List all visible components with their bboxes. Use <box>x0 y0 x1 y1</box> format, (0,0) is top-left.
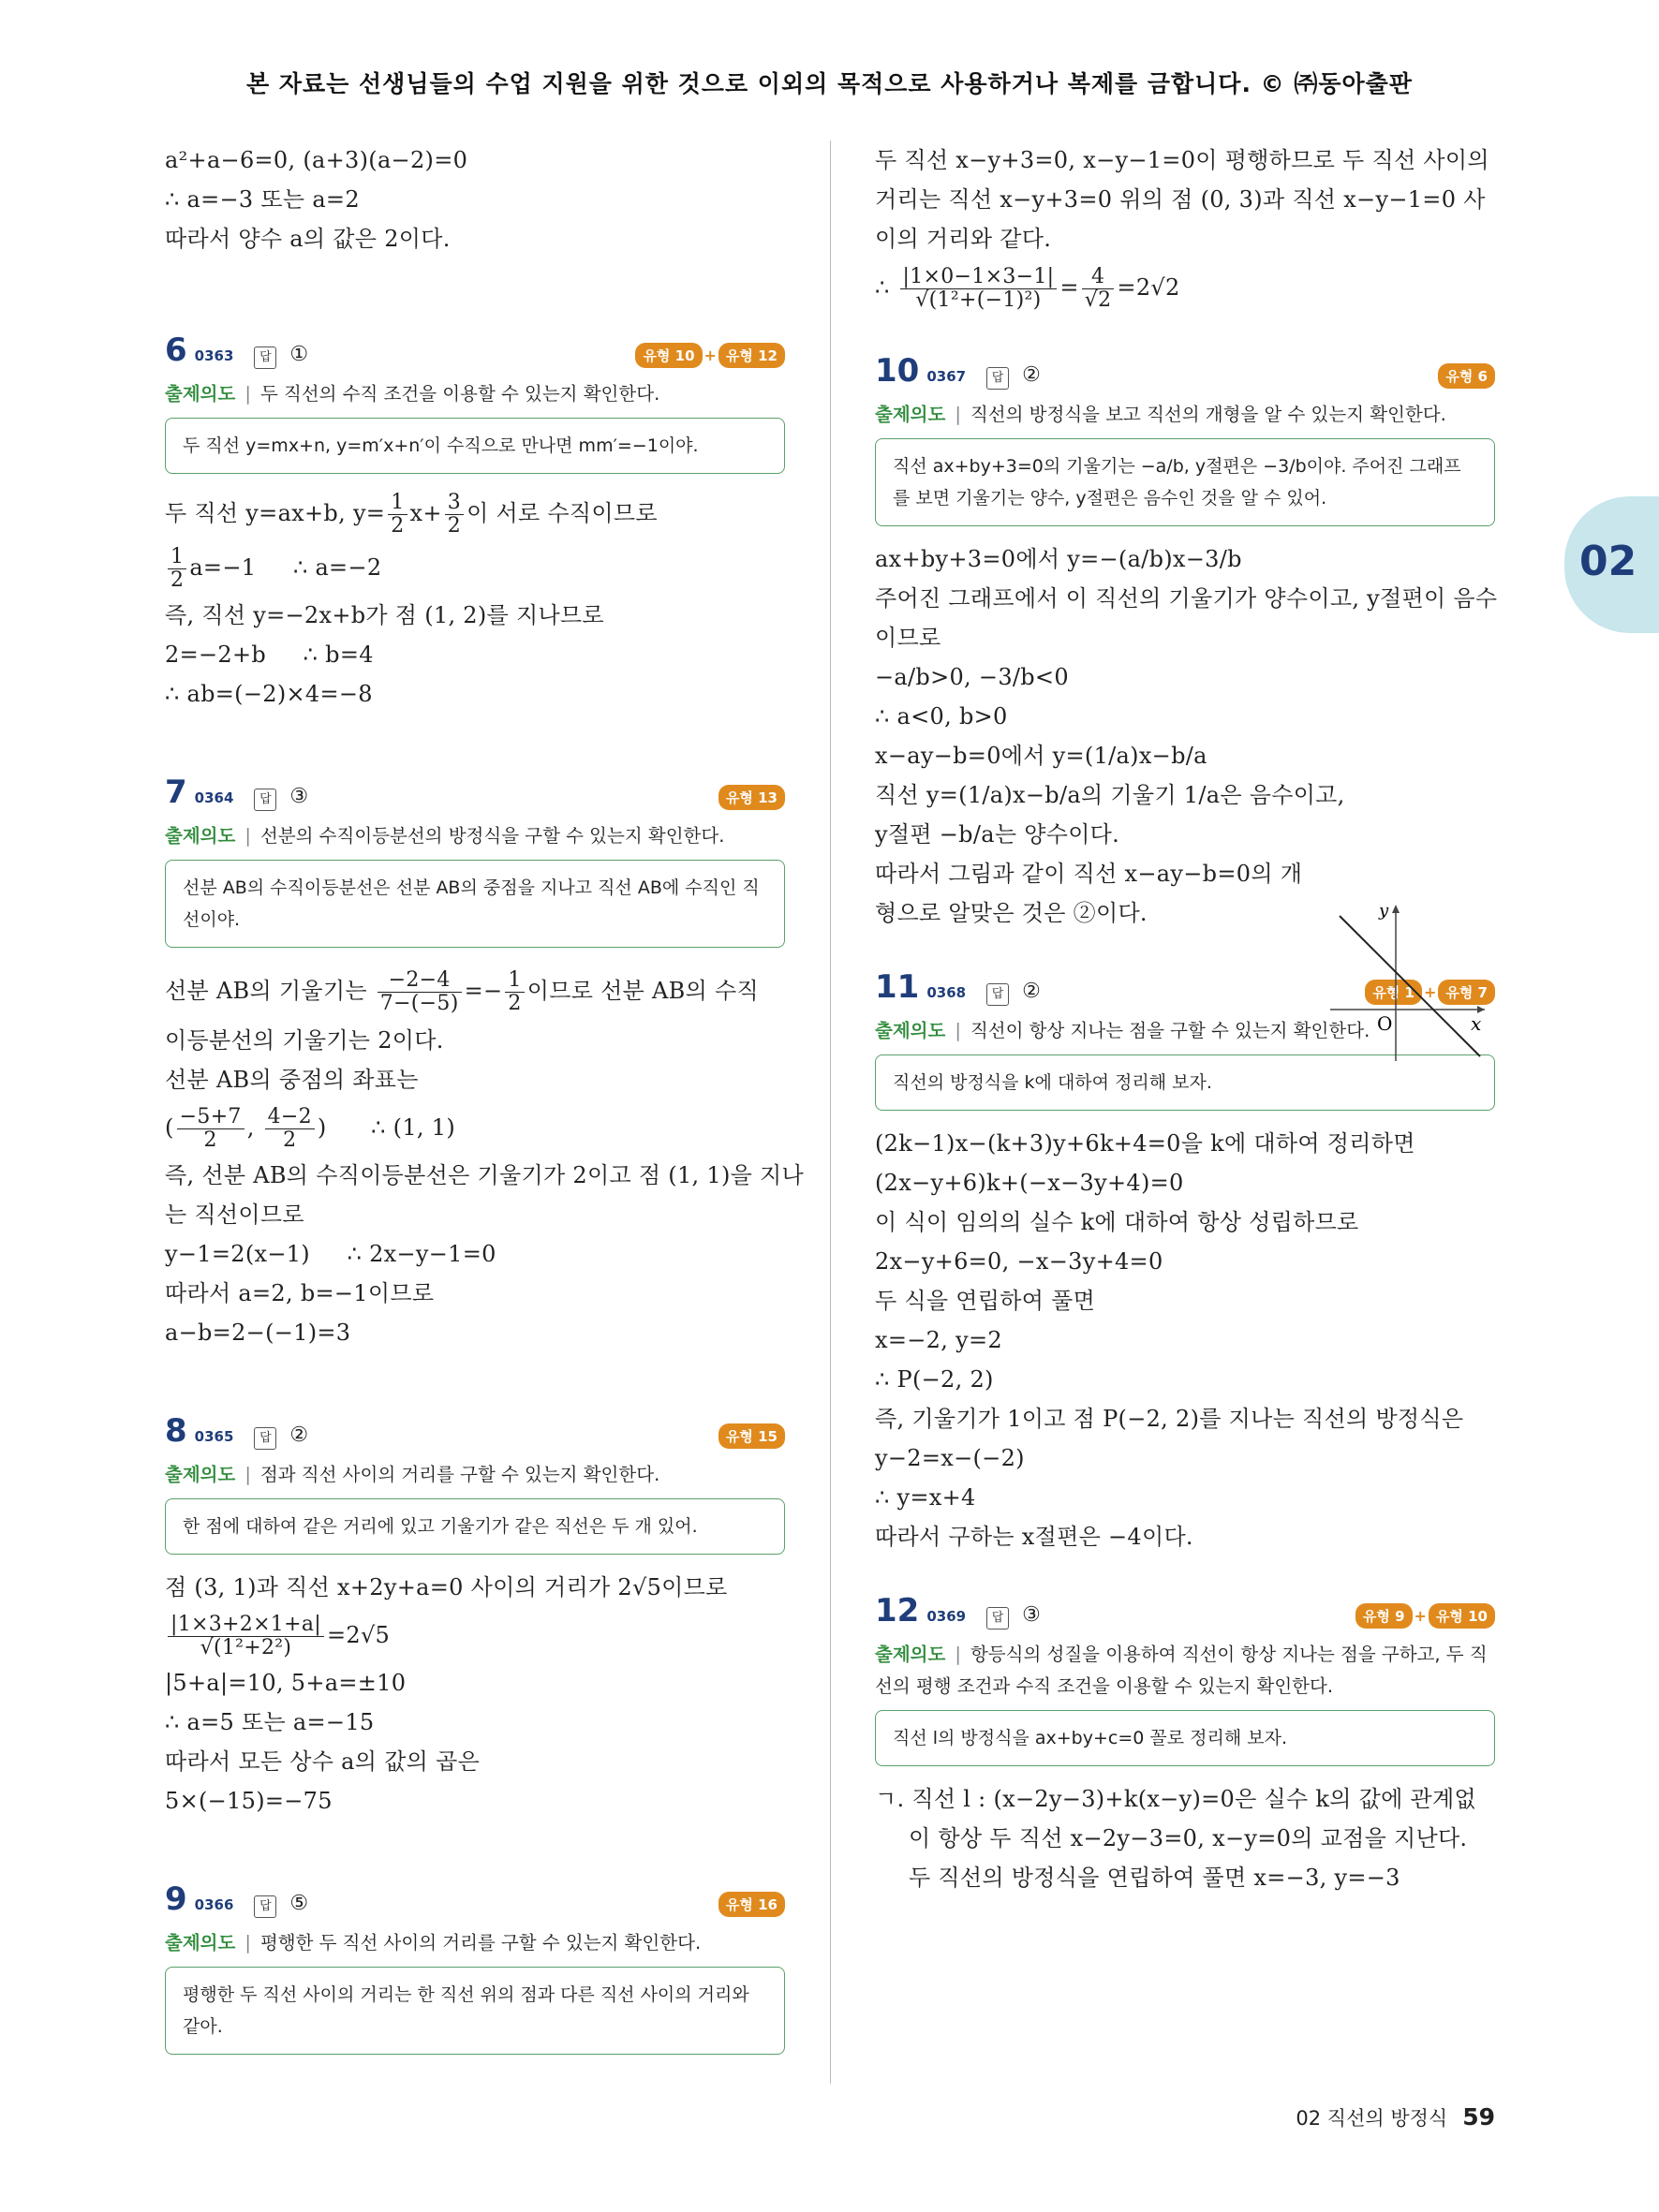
chapter-side-tab <box>1564 496 1659 633</box>
problem-code: 0367 <box>926 368 967 385</box>
hint-box: 선분 AB의 수직이등분선은 선분 AB의 중점을 지나고 직선 AB에 수직인 직선이야. <box>165 860 785 948</box>
text-line: |5+a|=10, 5+a=±10 <box>165 1670 407 1696</box>
numerator: 1 <box>505 969 524 993</box>
answer: ② <box>1022 980 1041 1003</box>
problem-number: 6 <box>165 332 187 369</box>
fraction <box>900 266 1058 312</box>
problem-number: 7 <box>165 774 187 811</box>
problem-8-header <box>165 1412 785 1455</box>
x-axis-label: x <box>1471 1012 1482 1035</box>
text-fragment: 이므로 선분 AB의 수직 <box>526 978 759 1004</box>
answer: ② <box>289 1423 309 1447</box>
type-tag: 유형 9 <box>1355 1603 1413 1629</box>
answer: ③ <box>1022 1603 1041 1627</box>
problem-code: 0364 <box>194 789 234 806</box>
problem-code: 0368 <box>926 984 967 1001</box>
answer: ① <box>289 343 309 366</box>
text-line: ( $\frac{-5+7}{2}$ , $\frac{4-2}{2}$ ) ∴ (1, 1) <box>165 1105 455 1152</box>
denominator: √(1²+2²) <box>200 1636 292 1659</box>
text-line <box>165 539 785 596</box>
text-line: 직선 y=(1/a)x−b/a의 기울기 1/a은 음수이고, <box>875 782 1345 808</box>
hint-box: 직선의 방정식을 k에 대하여 정리해 보자. <box>875 1054 1495 1111</box>
text-line: a−b=2−(−1)=3 <box>165 1320 351 1346</box>
type-tag: 유형 12 <box>718 343 785 368</box>
intent-text: 두 직선의 수직 조건을 이용할 수 있는지 확인한다. <box>259 383 660 405</box>
intent-text: 선분의 수직이등분선의 방정식을 구할 수 있는지 확인한다. <box>259 825 725 847</box>
text-line: ㄱ. 직선 l : (x−2y−3)+k(x−y)=0은 실수 k의 값에 관계없 <box>875 1786 1477 1812</box>
numerator: |1×3+2×1+a| <box>168 1614 324 1637</box>
answer: ② <box>1022 363 1041 387</box>
type-tag: 유형 10 <box>1429 1603 1495 1629</box>
problem-code: 0365 <box>194 1428 234 1445</box>
answer-box-icon: 답 <box>986 367 1009 390</box>
text-line: 선분 AB의 중점의 좌표는 <box>165 1067 419 1093</box>
numerator: 4−2 <box>265 1106 315 1129</box>
problem-number: 8 <box>165 1412 187 1450</box>
text-line: 이므로 <box>875 625 941 651</box>
numerator: −2−4 <box>378 969 462 993</box>
intent-label: 출제의도 <box>875 1644 946 1665</box>
type-tags <box>1355 1603 1495 1629</box>
hint-box: 직선 l의 방정식을 ax+by+c=0 꼴로 정리해 보자. <box>875 1710 1495 1766</box>
text-fragment: a=−1 ∴ a=−2 <box>189 554 382 581</box>
fraction <box>378 969 462 1015</box>
numerator: −5+7 <box>177 1106 244 1129</box>
problem-number: 12 <box>875 1592 920 1630</box>
intent-text: 점과 직선 사이의 거리를 구할 수 있는지 확인한다. <box>259 1464 660 1485</box>
text-line: ∴ P(−2, 2) <box>875 1366 994 1393</box>
type-tags <box>718 785 785 810</box>
numerator: 1 <box>388 492 407 515</box>
type-tag: 유형 7 <box>1438 980 1495 1005</box>
answer-box-icon: 답 <box>986 983 1009 1006</box>
type-tag: 유형 6 <box>1438 363 1495 389</box>
page-number: 59 <box>1462 2103 1495 2131</box>
text-line: 거리는 직선 x−y+3=0 위의 점 (0, 3)과 직선 x−y−1=0 사 <box>875 186 1486 213</box>
text-fragment: =− <box>464 978 503 1004</box>
text-line: ∴ a<0, b>0 <box>875 703 1008 730</box>
text-line: 이등분선의 기울기는 2이다. <box>165 1027 444 1054</box>
text-line <box>875 258 1495 317</box>
denominator: 2 <box>170 568 185 592</box>
intent-text: 항등식의 성질을 이용하여 직선이 항상 지나는 점을 구하고, 두 직선의 평행 조건과 수직 조건을 이용할 수 있는지 확인한다. <box>875 1644 1488 1697</box>
numerator: 1 <box>168 546 186 569</box>
problem-code: 0369 <box>926 1608 967 1625</box>
answer: ⑤ <box>289 1892 309 1915</box>
text-line: 즉, 기울기가 1이고 점 P(−2, 2)를 지나는 직선의 방정식은 <box>875 1406 1464 1432</box>
type-tag: 유형 13 <box>718 785 785 810</box>
text-line: 따라서 양수 a의 값은 2이다. <box>165 226 451 252</box>
problem-intent: 출제의도 | 직선의 방정식을 보고 직선의 개형을 알 수 있는지 확인한다. <box>875 404 1446 425</box>
text-line: y절편 −b/a는 양수이다. <box>875 821 1120 848</box>
text-fragment: x+ <box>409 500 442 526</box>
text-fragment: ∴ <box>875 274 890 301</box>
text-line: 두 식을 연립하여 풀면 <box>875 1288 1096 1314</box>
text-line: 따라서 모든 상수 a의 값의 곱은 <box>165 1748 481 1775</box>
text-line: 따라서 구하는 x절편은 −4이다. <box>875 1524 1193 1550</box>
column-divider <box>830 140 831 2084</box>
plus-sign: + <box>1414 1607 1427 1625</box>
origin-label: O <box>1377 1012 1393 1035</box>
text-line: 즉, 선분 AB의 수직이등분선은 기울기가 2이고 점 (1, 1)을 지나 <box>165 1162 804 1188</box>
text-fragment: = <box>1059 274 1079 301</box>
text-line: 따라서 그림과 같이 직선 x−ay−b=0의 개 <box>875 861 1303 887</box>
problem-intent: 출제의도 | 평행한 두 직선 사이의 거리를 구할 수 있는지 확인한다. <box>165 1932 702 1954</box>
denominator: 2 <box>508 992 522 1015</box>
denominator: 2 <box>391 514 405 538</box>
fraction <box>168 1614 324 1659</box>
text-line: x−ay−b=0에서 y=(1/a)x−b/a <box>875 743 1207 769</box>
numerator: 3 <box>445 492 464 515</box>
numerator: |1×0−1×3−1| <box>900 266 1058 289</box>
problem-7-header <box>165 774 785 817</box>
denominator: 7−(−5) <box>379 992 459 1015</box>
problem-intent: 출제의도 | 직선이 항상 지나는 점을 구할 수 있는지 확인한다. <box>875 1020 1370 1041</box>
text-line: x=−2, y=2 <box>875 1327 1002 1353</box>
denominator: 2 <box>283 1128 297 1152</box>
text-line <box>165 1607 785 1663</box>
type-tag: 유형 15 <box>718 1423 785 1449</box>
answer-box-icon: 답 <box>986 1607 1009 1630</box>
graph-line <box>1340 916 1480 1056</box>
intent-label: 출제의도 <box>165 825 236 847</box>
problem-number: 10 <box>875 352 920 390</box>
hint-box: 직선 ax+by+3=0의 기울기는 −a/b, y절편은 −3/b이야. 주어진 그래프를 보면 기울기는 양수, y절편은 음수인 것을 알 수 있어. <box>875 438 1495 526</box>
problem-code: 0366 <box>194 1896 234 1913</box>
intent-text: 직선이 항상 지나는 점을 구할 수 있는지 확인한다. <box>970 1020 1370 1041</box>
text-line: y−1=2(x−1) ∴ 2x−y−1=0 <box>165 1241 496 1267</box>
text-fragment: 두 직선 y=ax+b, y= <box>165 500 386 526</box>
fraction <box>177 1106 244 1152</box>
fraction <box>265 1106 315 1152</box>
text-line <box>165 487 785 539</box>
text-line: 두 직선 x−y+3=0, x−y−1=0이 평행하므로 두 직선 사이의 <box>875 147 1489 173</box>
text-line: 2=−2+b ∴ b=4 <box>165 641 374 668</box>
fraction <box>168 546 186 592</box>
text-fragment: =2√5 <box>326 1622 391 1648</box>
text-line: 점 (3, 1)과 직선 x+2y+a=0 사이의 거리가 2√5이므로 <box>165 1574 728 1600</box>
text-line: 형으로 알맞은 것은 ②이다. <box>875 900 1148 926</box>
left-column <box>165 140 804 2068</box>
text-line: 는 직선이므로 <box>165 1202 304 1228</box>
type-tag: 유형 1 <box>1365 980 1422 1005</box>
type-tags <box>718 1423 785 1449</box>
text-line: 이 항상 두 직선 x−2y−3=0, x−y=0의 교점을 지난다. <box>909 1825 1468 1851</box>
text-fragment: ∴ (1, 1) <box>371 1114 455 1141</box>
type-tag: 유형 16 <box>718 1892 785 1917</box>
text-line: 주어진 그래프에서 이 직선의 기울기가 양수이고, y절편이 음수 <box>875 585 1498 612</box>
text-line: (2x−y+6)k+(−x−3y+4)=0 <box>875 1170 1184 1196</box>
fraction <box>1082 266 1115 312</box>
answer-box-icon: 답 <box>254 789 276 811</box>
answer: ③ <box>289 785 309 808</box>
problem-9-header <box>165 1880 785 1924</box>
problem-number: 9 <box>165 1880 187 1918</box>
problem-intent: 출제의도 | 점과 직선 사이의 거리를 구할 수 있는지 확인한다. <box>165 1464 660 1485</box>
intent-text: 직선의 방정식을 보고 직선의 개형을 알 수 있는지 확인한다. <box>970 404 1446 425</box>
problem-intent: 출제의도 | 두 직선의 수직 조건을 이용할 수 있는지 확인한다. <box>165 383 660 405</box>
text-fragment: 이 서로 수직이므로 <box>467 500 658 526</box>
problem-10-header <box>875 352 1495 395</box>
hint-box: 두 직선 y=mx+n, y=m′x+n′이 수직으로 만나면 mm′=−1이야. <box>165 418 785 474</box>
intent-label: 출제의도 <box>875 404 946 425</box>
text-line: 즉, 직선 y=−2x+b가 점 (1, 2)를 지나므로 <box>165 602 604 628</box>
problem-6-header <box>165 332 785 375</box>
problem-12-header <box>875 1592 1495 1635</box>
text-fragment: 선분 AB의 기울기는 <box>165 978 367 1004</box>
text-line: −a/b>0, −3/b<0 <box>875 664 1069 690</box>
text-line: ∴ a=5 또는 a=−15 <box>165 1709 375 1735</box>
text-line: ∴ a=−3 또는 a=2 <box>165 186 360 213</box>
hint-box: 평행한 두 직선 사이의 거리는 한 직선 위의 점과 다른 직선 사이의 거리와 같아. <box>165 1967 785 2055</box>
plus-sign: + <box>1423 983 1437 1001</box>
footer-chapter: 02 직선의 방정식 <box>1296 2107 1448 2130</box>
page-footer <box>1296 2103 1495 2131</box>
answer-box-icon: 답 <box>254 1895 276 1918</box>
answer-box-icon: 답 <box>254 347 276 369</box>
denominator: √(1²+(−1)²) <box>915 288 1042 312</box>
denominator: 2 <box>203 1128 217 1152</box>
text-line: ∴ ab=(−2)×4=−8 <box>165 681 373 707</box>
intent-label: 출제의도 <box>165 1932 236 1954</box>
problem-number: 11 <box>875 968 920 1006</box>
problem-intent: 출제의도 | 항등식의 성질을 이용하여 직선이 항상 지나는 점을 구하고, 두 직선의 평행 조건과 수직 조건을 이용할 수 있는지 확인한다. <box>875 1644 1488 1697</box>
numerator: 4 <box>1082 266 1115 289</box>
line-graph-figure <box>1330 897 1489 1066</box>
text-line: 5×(−15)=−75 <box>165 1788 333 1814</box>
intent-label: 출제의도 <box>165 1464 236 1485</box>
chapter-tab-label: 02 <box>1579 538 1637 585</box>
intent-label: 출제의도 <box>875 1020 946 1041</box>
text-line: (2k−1)x−(k+3)y+6k+4=0을 k에 대하여 정리하면 <box>875 1130 1415 1157</box>
text-line <box>165 961 785 1021</box>
type-tags <box>635 343 785 368</box>
fraction <box>505 969 524 1015</box>
intent-text: 평행한 두 직선 사이의 거리를 구할 수 있는지 확인한다. <box>259 1932 702 1954</box>
text-line: 두 직선의 방정식을 연립하여 풀면 x=−3, y=−3 <box>909 1865 1400 1891</box>
type-tags <box>718 1892 785 1917</box>
type-tags <box>1438 363 1495 389</box>
text-line: 이의 거리와 같다. <box>875 226 1052 252</box>
problem-code: 0363 <box>194 347 234 364</box>
text-line: 2x−y+6=0, −x−3y+4=0 <box>875 1248 1163 1275</box>
fraction <box>388 492 407 538</box>
y-axis-arrow-icon <box>1392 905 1400 913</box>
text-fragment: =2√2 <box>1117 274 1180 301</box>
hint-box: 한 점에 대하여 같은 거리에 있고 기울기가 같은 직선은 두 개 있어. <box>165 1498 785 1555</box>
fraction <box>445 492 464 538</box>
denominator: 2 <box>447 514 462 538</box>
problem-intent: 출제의도 | 선분의 수직이등분선의 방정식을 구할 수 있는지 확인한다. <box>165 825 725 847</box>
text-line: 따라서 a=2, b=−1이므로 <box>165 1280 435 1306</box>
text-line: y−2=x−(−2) <box>875 1445 1025 1471</box>
text-line: 이 식이 임의의 실수 k에 대하여 항상 성립하므로 <box>875 1209 1359 1235</box>
type-tag: 유형 10 <box>635 343 702 368</box>
intent-label: 출제의도 <box>165 383 236 405</box>
answer-box-icon: 답 <box>254 1427 276 1450</box>
y-axis-label: y <box>1379 901 1389 921</box>
text-line: a²+a−6=0, (a+3)(a−2)=0 <box>165 147 468 173</box>
denominator: √2 <box>1084 288 1112 312</box>
text-line: ax+by+3=0에서 y=−(a/b)x−3/b <box>875 546 1242 572</box>
text-line: ∴ y=x+4 <box>875 1484 976 1511</box>
copyright-header: 본 자료는 선생님들의 수업 지원을 위한 것으로 이외의 목적으로 사용하거나 복제를 금합니다. © ㈜동아출판 <box>246 70 1413 97</box>
plus-sign: + <box>704 347 717 364</box>
